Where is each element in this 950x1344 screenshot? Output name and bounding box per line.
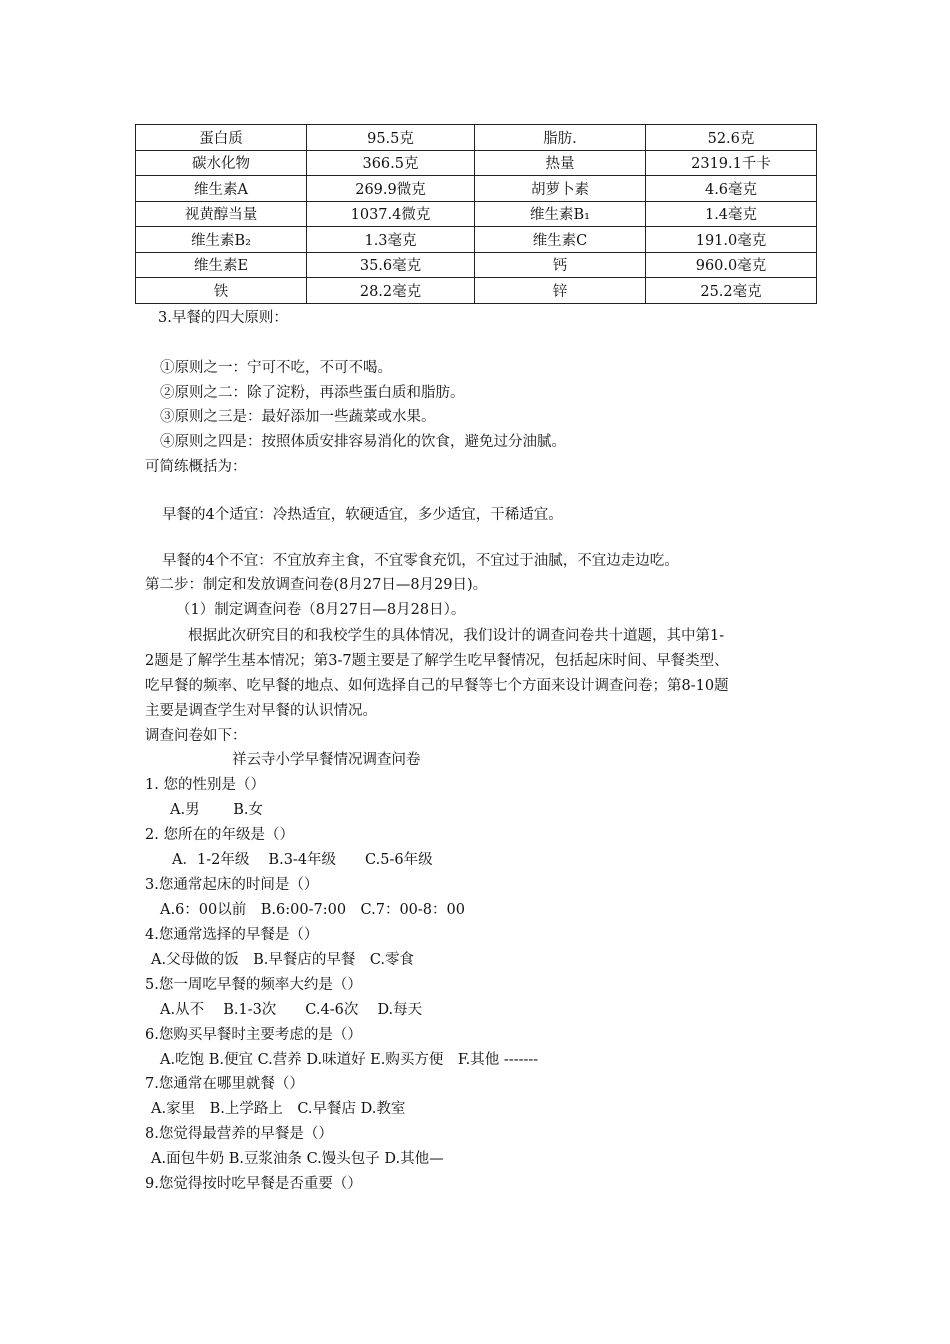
table-cell-nutrient-value: 52.6克 bbox=[646, 125, 817, 151]
suitable-line: 早餐的4个适宜：冷热适宜，软硬适宜，多少适宜，干稀适宜。 bbox=[162, 507, 563, 523]
questionnaire-intro: 调查问卷如下： bbox=[145, 728, 247, 744]
step2-paragraph-line-2: 2题是了解学生基本情况；第3-7题主要是了解学生吃早餐情况，包括起床时间、早餐类型、 bbox=[145, 653, 729, 669]
table-cell-nutrient-value: 366.5克 bbox=[307, 150, 475, 176]
table-row bbox=[136, 176, 817, 202]
table-cell-nutrient-value: 95.5克 bbox=[307, 125, 475, 151]
question-1: 1. 您的性别是（） bbox=[145, 777, 265, 793]
table-cell-nutrient-value: 191.0毫克 bbox=[646, 227, 817, 253]
question-3: 3.您通常起床的时间是（） bbox=[145, 877, 319, 893]
table-cell-nutrient-name: 维生素B₂ bbox=[136, 227, 307, 253]
question-4-options: A.父母做的饭 B.早餐店的早餐 C.零食 bbox=[151, 952, 415, 968]
table-cell-nutrient-value: 960.0毫克 bbox=[646, 252, 817, 278]
nutrition-table-body bbox=[136, 125, 817, 304]
unsuitable-line: 早餐的4个不宜：不宜放弃主食，不宜零食充饥，不宜过于油腻，不宜边走边吃。 bbox=[162, 553, 679, 569]
question-8-options: A.面包牛奶 B.豆浆油条 C.馒头包子 D.其他— bbox=[151, 1151, 444, 1167]
question-2: 2. 您所在的年级是（） bbox=[145, 827, 294, 843]
table-cell-nutrient-value: 28.2毫克 bbox=[307, 278, 475, 304]
table-cell-nutrient-name: 维生素A bbox=[136, 176, 307, 202]
table-cell-nutrient-name: 碳水化物 bbox=[136, 150, 307, 176]
table-cell-nutrient-name: 钙 bbox=[475, 252, 646, 278]
table-cell-nutrient-value: 1037.4微克 bbox=[307, 201, 475, 227]
questionnaire-title: 祥云寺小学早餐情况调查问卷 bbox=[232, 752, 421, 768]
principle-item-3: ③原则之三是：最好添加一些蔬菜或水果。 bbox=[160, 409, 436, 425]
principle-item-4: ④原则之四是：按照体质安排容易消化的饮食，避免过分油腻。 bbox=[160, 434, 566, 450]
step2-sub1: （1）制定调查问卷（8月27日—8月28日）。 bbox=[176, 602, 466, 618]
step2-paragraph-line-3: 吃早餐的频率、吃早餐的地点、如何选择自己的早餐等七个方面来设计调查问卷；第8-10题 bbox=[145, 678, 729, 694]
table-row bbox=[136, 252, 817, 278]
table-cell-nutrient-name: 锌 bbox=[475, 278, 646, 304]
principle-item-2: ②原则之二：除了淀粉，再添些蛋白质和脂肪。 bbox=[160, 385, 465, 401]
table-cell-nutrient-value: 1.3毫克 bbox=[307, 227, 475, 253]
table-cell-nutrient-name: 视黄醇当量 bbox=[136, 201, 307, 227]
question-1-options: A.男 B.女 bbox=[170, 802, 263, 818]
table-cell-nutrient-name: 维生素E bbox=[136, 252, 307, 278]
table-cell-nutrient-name: 热量 bbox=[475, 150, 646, 176]
question-2-options: A．1-2年级 B.3-4年级 C.5-6年级 bbox=[172, 852, 433, 868]
question-8: 8.您觉得最营养的早餐是（） bbox=[145, 1126, 333, 1142]
table-cell-nutrient-value: 1.4毫克 bbox=[646, 201, 817, 227]
table-row bbox=[136, 201, 817, 227]
question-4: 4.您通常选择的早餐是（） bbox=[145, 927, 319, 943]
nutrition-table bbox=[135, 124, 817, 304]
step2-paragraph-line-4: 主要是调查学生对早餐的认识情况。 bbox=[145, 703, 377, 719]
summary-intro: 可简练概括为： bbox=[145, 459, 247, 475]
table-cell-nutrient-name: 铁 bbox=[136, 278, 307, 304]
table-cell-nutrient-value: 35.6毫克 bbox=[307, 252, 475, 278]
table-cell-nutrient-name: 蛋白质 bbox=[136, 125, 307, 151]
principle-item-1: ①原则之一：宁可不吃，不可不喝。 bbox=[160, 360, 392, 376]
question-5: 5.您一周吃早餐的频率大约是（） bbox=[145, 977, 362, 993]
question-5-options: A.从不 B.1-3次 C.4-6次 D.每天 bbox=[160, 1002, 423, 1018]
table-cell-nutrient-name: 脂肪. bbox=[475, 125, 646, 151]
table-cell-nutrient-value: 25.2毫克 bbox=[646, 278, 817, 304]
table-row bbox=[136, 278, 817, 304]
table-cell-nutrient-name: 维生素C bbox=[475, 227, 646, 253]
table-row bbox=[136, 125, 817, 151]
step2-paragraph-line-1: 根据此次研究目的和我校学生的具体情况，我们设计的调查问卷共十道题，其中第1- bbox=[188, 628, 725, 644]
question-7: 7.您通常在哪里就餐（） bbox=[145, 1076, 304, 1092]
step2-title: 第二步：制定和发放调查问卷(8月27日—8月29日)。 bbox=[145, 577, 488, 593]
question-3-options: A.6：00以前 B.6:00-7:00 C.7：00-8：00 bbox=[160, 902, 465, 918]
question-6: 6.您购买早餐时主要考虑的是（） bbox=[145, 1027, 362, 1043]
table-cell-nutrient-value: 2319.1千卡 bbox=[646, 150, 817, 176]
table-row bbox=[136, 150, 817, 176]
table-cell-nutrient-value: 269.9微克 bbox=[307, 176, 475, 202]
table-cell-nutrient-value: 4.6毫克 bbox=[646, 176, 817, 202]
table-cell-nutrient-name: 维生素B₁ bbox=[475, 201, 646, 227]
table-cell-nutrient-name: 胡萝卜素 bbox=[475, 176, 646, 202]
table-row bbox=[136, 227, 817, 253]
question-9: 9.您觉得按时吃早餐是否重要（） bbox=[145, 1176, 362, 1192]
question-7-options: A.家里 B.上学路上 C.早餐店 D.教室 bbox=[151, 1101, 406, 1117]
question-6-options: A.吃饱 B.便宜 C.营养 D.味道好 E.购买方便 F.其他 ------- bbox=[160, 1052, 539, 1068]
principles-heading: 3.早餐的四大原则： bbox=[158, 310, 288, 326]
